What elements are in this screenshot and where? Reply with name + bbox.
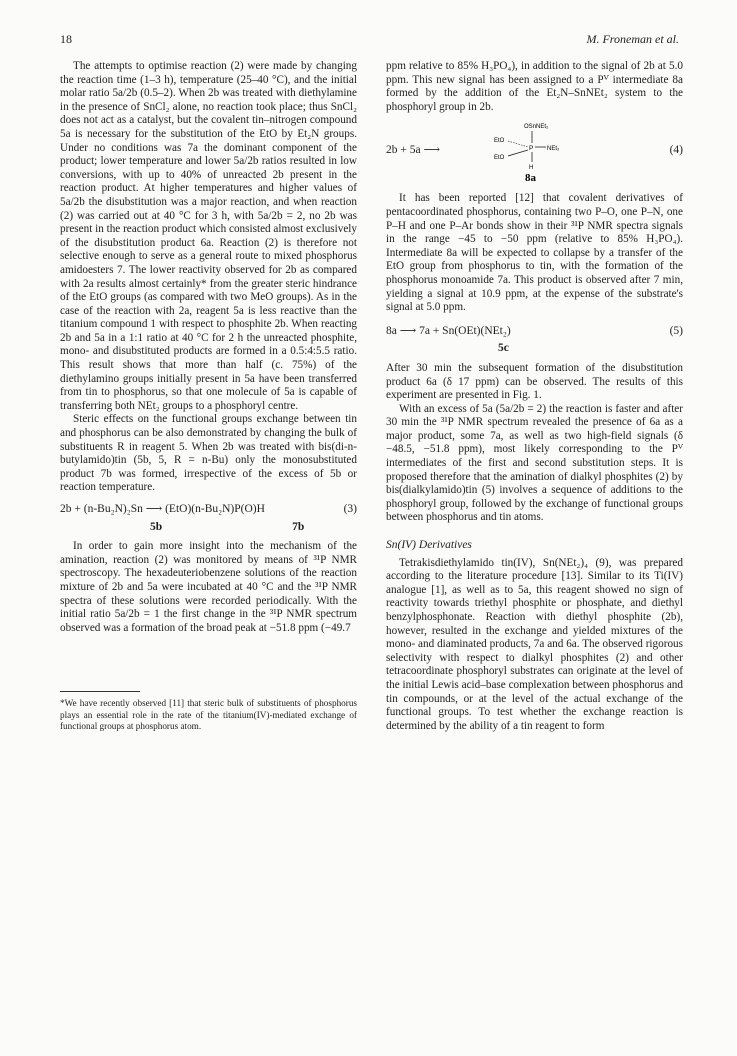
structure-net: NEt₂ <box>547 146 560 153</box>
structure-p: P <box>529 145 534 153</box>
compound-label-5c: 5c <box>498 342 509 355</box>
left-column <box>60 60 357 733</box>
equation-3-number: (3) <box>343 503 357 515</box>
paragraph: It has been reported [12] that covalent derivatives of pentacoordinated phosphorus, containing two P–O, one P–N, one P–H and one P–Ar bonds show in their ³¹P NMR spectra signals in the range −45 to −50 ppm (relative to 85% H₃PO₄). Intermediate 8a will be expected to collapse by a transfer of the EtO group from phosphorus to tin, with the formation of the phosphorus monoamide 7a. This product is observed after 7 min, yielding a signal at 10.9 ppm, at the expense of the substrate's signal at 5.0 ppm. <box>386 192 683 314</box>
paragraph: After 30 min the subsequent formation of the disubstitution product 6a (δ 17 ppm) can be observed. The results of this experiment are presented in Fig. 1. <box>386 361 683 402</box>
equation-5-labels <box>386 342 683 356</box>
equation-5 <box>386 325 683 339</box>
compound-label-8a: 8a <box>525 172 536 183</box>
equation-3 <box>60 503 357 517</box>
paragraph: Steric effects on the functional groups exchange between tin and phosphorus can be also demonstrated by changing the bulk of substituents R in reagent 5. When 2b was treated with bis(di-n-butylamido)tin (5b, 5, R = n-Bu) only the monosubstituted product 7b was formed, irrespective of the excess of 5b or reaction temperature. <box>60 413 357 494</box>
equation-5-body: 8a ⟶ 7a + Sn(OEt)(NEt₂) <box>386 324 511 337</box>
footnote: *We have recently observed [11] that steric bulk of substituents of phosphorus plays an essential role in the rate of the titanium(IV)-mediated exchange of functional groups at phosphorus atom. <box>60 698 357 732</box>
page-number: 18 <box>60 32 72 46</box>
equation-3-body: 2b + (n-Bu₂N)₂Sn ⟶ (EtO)(n-Bu₂N)P(O)H <box>60 503 265 515</box>
paragraph: Tetrakisdiethylamido tin(IV), Sn(NEt₂)₄ (9), was prepared according to the literature procedure [13]. Similar to its Ti(IV) analogue [1], as well as to 5a, this reagent showed no sign of reactivity towards triethyl phosphite or phosphate, and diethyl benzylphosphonate. Reaction with diethyl phosphite (2b), however, resulted in the exchange and yielded mixtures of the mono- and diaminated products, 7a and 6a. The observed rigorous selectivity with respect to dialkyl phosphites (2) and other tetracoordinate phosphoryl substrates can originate at the level of the initial Lewis acid–base complexation between phosphorus and tin compounds, or at the level of the actual exchange of the functional groups. To test whether the exchange reaction is determined by the ability of a tin reagent to form <box>386 556 683 732</box>
paragraph: In order to gain more insight into the mechanism of the amination, reaction (2) was monitored by means of ³¹P NMR spectroscopy. The hexadeuteriobenzene solutions of the reaction mixture of 2b and 5a were incubated at 40 °C and the ³¹P NMR spectra of these solutions were recorded periodically. With the initial ratio 5a/2b = 1 the first change in the ³¹P NMR spectrum observed was a formation of the broad peak at −51.8 ppm (−49.7 <box>60 540 357 634</box>
structure-eto-1: EtO <box>494 138 505 145</box>
structure-osn: OSnNEt₂ <box>524 124 549 131</box>
compound-label-7b: 7b <box>292 520 305 533</box>
footnote-rule <box>60 691 140 692</box>
equation-4-left: 2b + 5a ⟶ <box>386 144 440 157</box>
section-heading: Sn(IV) Derivatives <box>386 539 472 552</box>
right-column <box>386 60 683 733</box>
compound-label-5b: 5b <box>150 520 163 533</box>
paragraph: ppm relative to 85% H₃PO₄), in addition to the signal of 2b at 5.0 ppm. This new signal has been assigned to a Pⱽ intermediate 8a formed by the addition of the Et₂N–SnNEt₂ system to the phosphoryl group in 2b. <box>386 60 683 113</box>
structure-h: H <box>529 165 534 172</box>
paragraph: With an excess of 5a (5a/2b = 2) the reaction is faster and after 30 min the ³¹P NMR spectrum revealed the presence of 6a as a major product, some 7a, as well as two high-field signals (δ −48.5, −51.8 ppm), most likely corresponding to the Pⱽ intermediates of the first and second substitution steps. It is proposed therefore that the amination of dialkyl phosphites (2) by bis(dialkylamido)tin (5) involves a sequence of additions to the phosphoryl group, followed by the exchange of functional groups between phosphorus and tin atoms. <box>386 402 683 524</box>
equation-5-number: (5) <box>669 324 683 337</box>
equation-3-labels <box>60 521 357 535</box>
running-head: M. Froneman et al. <box>586 32 679 46</box>
equation-4 <box>386 120 683 190</box>
equation-4-number: (4) <box>669 144 683 157</box>
structure-8a <box>474 120 594 182</box>
paragraph: The attempts to optimise reaction (2) were made by changing the reaction time (1–3 h), temperature (25–40 °C), and the initial molar ratio 5a/2b (0.5–2). When 2b was treated with diethylamine in the presence of SnCl₂ alone, no reaction took place; thus SnCl₂ does not act as a catalyst, but the covalent tin–nitrogen compound 5a is necessary for the substitution of the EtO by Et₂N groups. Under no conditions was 7a the dominant component of the product; lower temperature and lower 5a/2b ratios resulted in low conversions, with up to 40% of unreacted 2b present in the reaction product. At higher temperatures and higher values of 5a/2b the disubstitution was a major reaction, and when reaction (2) was carried out at 40 °C for 3 h, with 5a/2b = 2, no 2b was present in the reaction product which consisted almost exclusively of the disubstitution product 6a. Reaction (2) is therefore not selective enough to serve as a general route to mixed phosphorus amidoesters 7. The lower reactivity observed for 2b as compared with 2a results almost certainly* from the greater steric hindrance of the EtO groups (as compared with two MeO groups). As in the case of the reaction with 2a, reagent 5a is less reactive than the titanium compound 1 with respect to phosphite 2b. When reacting 2b and 5a in a 1:1 ratio at 40 °C for 2 h the unreacted phosphite, mono- and disubstituted products are formed in a 0.5:4:5.5 ratio. This result shows that more than half (c. 75%) of the diethylamino groups initially present in 5a have been transferred from tin to phosphorus, so that one molecule of 5a is capable of transferring both NEt₂ groups to a phosphoryl centre. <box>60 60 358 412</box>
structure-eto-2: EtO <box>494 155 505 162</box>
